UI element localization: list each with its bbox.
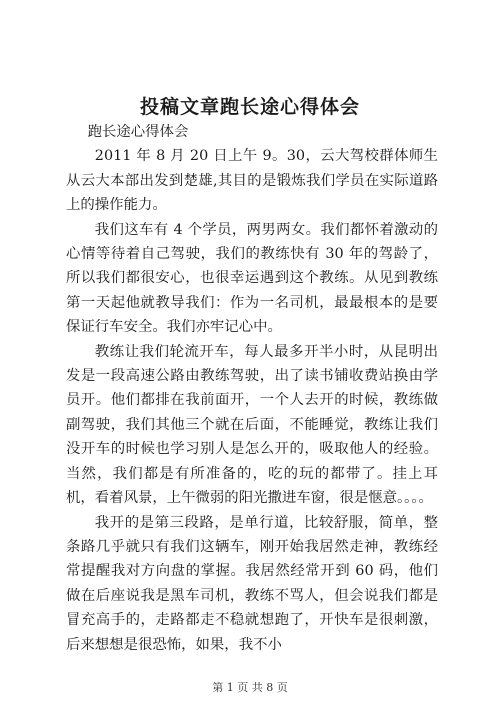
paragraph: 我们这车有 4 个学员，两男两女。我们都怀着激动的心情等待着自己驾驶，我们的教练快有 30 年的驾龄了，所以我们都很安心，也很幸运遇到这个教练。从见到教练第一天起他就教导我们：作为一名司机，最最根本的是要保证行车安全。我们亦牢记心中。 bbox=[66, 221, 438, 336]
paragraph-subtitle: 跑长途心得体会 bbox=[87, 124, 189, 140]
document-body bbox=[66, 120, 438, 657]
document-title: 投稿文章跑长途心得体会 bbox=[139, 96, 360, 118]
paragraph: 我开的是第三段路，是单行道，比较舒服，简单，整条路几乎就只有我们这辆车，刚开始我居然走神，教练经常提醒我对方向盘的掌握。我居然经常开到 60 码，他们做在后座说我是黑车司机，教练不骂人，但会说我们都是冒充高手的，走路都走不稳就想跑了，开快车是很刺激，后来想想是很恐怖，如果，我不小 bbox=[66, 514, 438, 653]
paragraph: 教练让我们轮流开车，每人最多开半小时，从昆明出发是一段高速公路由教练驾驶，出了读书铺收费站换由学员开。他们都排在我前面开，一个人去开的时候，教练做副驾驶，我们其他三个就在后面，不能睡觉，教练让我们没开车的时候也学习别人是怎么开的，吸取他人的经验。当然，我们都是有所准备的，吃的玩的都带了。挂上耳机，看着风景，上午微弱的阳光撒进车窗，很是惬意。。。。 bbox=[66, 343, 438, 507]
page-footer: 第 1 页 共 8 页 bbox=[212, 681, 288, 694]
paragraph: 2011 年 8 月 20 日上午 9。30，云大驾校群体师生从云大本部出发到楚雄,其目的是锻炼我们学员在实际道路上的操作能力。 bbox=[66, 148, 438, 214]
